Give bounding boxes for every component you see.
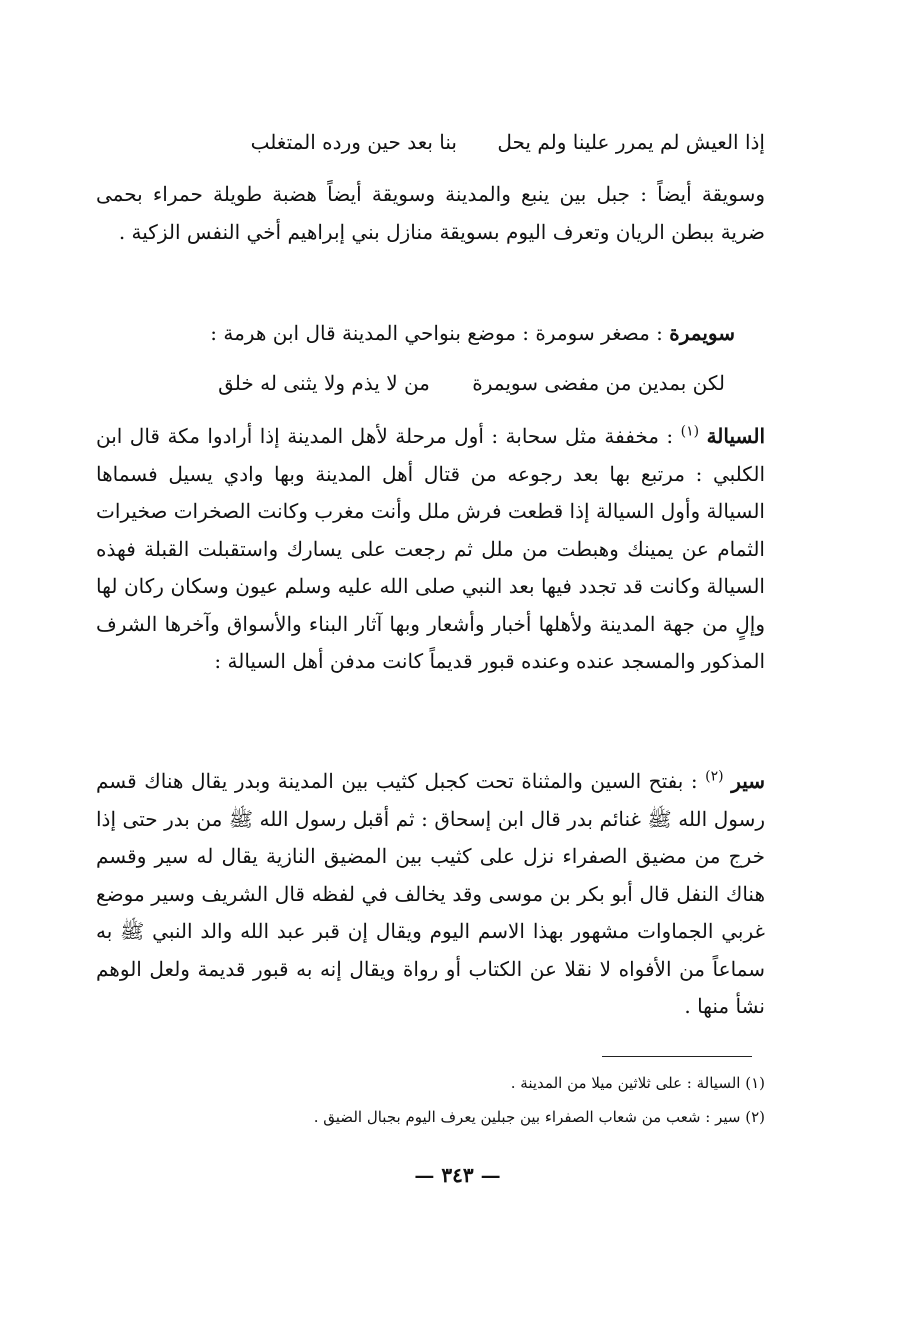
entry-title-sayr: سير bbox=[731, 769, 766, 793]
entry-title-suwaymira: سويمرة bbox=[669, 321, 735, 345]
paragraph-suwayqa-text: وسويقة أيضاً : جبل بين ينبع والمدينة وسويقة أيضاً هضبة طويلة حمراء بحمى ضرية ببطن الريان وتعرف اليوم بسويقة منازل بني إبراهيم أخي النفس الزكية . bbox=[96, 182, 765, 244]
verse-2-first-hemistich: لكن بمدين من مفضى سويمرة bbox=[472, 371, 725, 395]
verse-1 bbox=[185, 127, 765, 157]
paragraph-sayala-text: : مخففة مثل سحابة : أول مرحلة لأهل المدينة إذا أرادوا مكة قال ابن الكلبي : مرتبع بها بعد رجوعه من قتال أهل المدينة وبها وادي يسيل فسماها السيالة وأول السيالة إذا قطعت فرش ملل وأنت مغرب وكانت الصخرات صخيرات الثمام عن يمينك وهبطت من ملل ثم رجعت على يسارك واستقبلت القبلة فهذه السيالة وكانت قد تجدد فيها بعد النبي صلى الله عليه وسلم عيون وسكان ركان لها وإلٍ من جهة المدينة ولأهلها أخبار وأشعار وبها آثار البناء والأسواق وآخرها الشرف المذكور والمسجد عنده وعنده قبور قديماً كانت مدفن أهل السيالة : bbox=[96, 424, 765, 673]
verse-2-second-hemistich: من لا يذم ولا يثنى له خلق bbox=[218, 371, 430, 395]
verse-1-first-hemistich: إذا العيش لم يمرر علينا ولم يحل bbox=[497, 130, 765, 154]
paragraph-suwaymira bbox=[96, 315, 735, 353]
paragraph-sayala bbox=[96, 418, 765, 681]
verse-1-second-hemistich: بنا بعد حين ورده المتغلب bbox=[250, 130, 457, 154]
footnote-2: (٢) سير : شعب من شعاب الصفراء بين جبلين يعرف اليوم بجبال الضيق . bbox=[313, 1108, 765, 1126]
paragraph-suwayqa bbox=[96, 176, 765, 251]
page-number: — ٣٤٣ — bbox=[414, 1163, 501, 1187]
paragraph-sayr-text: : بفتح السين والمثناة تحت كجبل كثيب بين المدينة وبدر يقال هناك قسم رسول الله ﷺ غنائم بدر قال ابن إسحاق : ثم أقبل رسول الله ﷺ من بدر حتى إذا خرج من مضيق الصفراء نزل على كثيب بين المضيق النازية يقال له سير وقسم هناك النفل قال أبو بكر بن موسى وقد يخالف في لفظه قال الشريف وسير موضع غربي الجماوات مشهور بهذا الاسم اليوم ويقال إن قبر عبد الله والد النبي ﷺ به سماعاً من الأفواه لا نقلا عن الكتاب أو رواة ويقال إنه به قبور قديمة ولعل الوهم نشأ منها . bbox=[96, 769, 766, 1018]
footnote-ref-2: (٢) bbox=[705, 768, 724, 785]
footnote-separator bbox=[602, 1056, 752, 1057]
verse-2 bbox=[165, 368, 725, 398]
paragraph-suwaymira-text: : مصغر سومرة : موضع بنواحي المدينة قال ابن هرمة : bbox=[210, 321, 663, 345]
footnote-ref-1: (١) bbox=[680, 423, 700, 440]
footnote-1: (١) السيالة : على ثلاثين ميلا من المدينة . bbox=[510, 1074, 765, 1092]
entry-title-sayala: السيالة bbox=[706, 424, 766, 448]
paragraph-sayr bbox=[96, 763, 765, 1026]
